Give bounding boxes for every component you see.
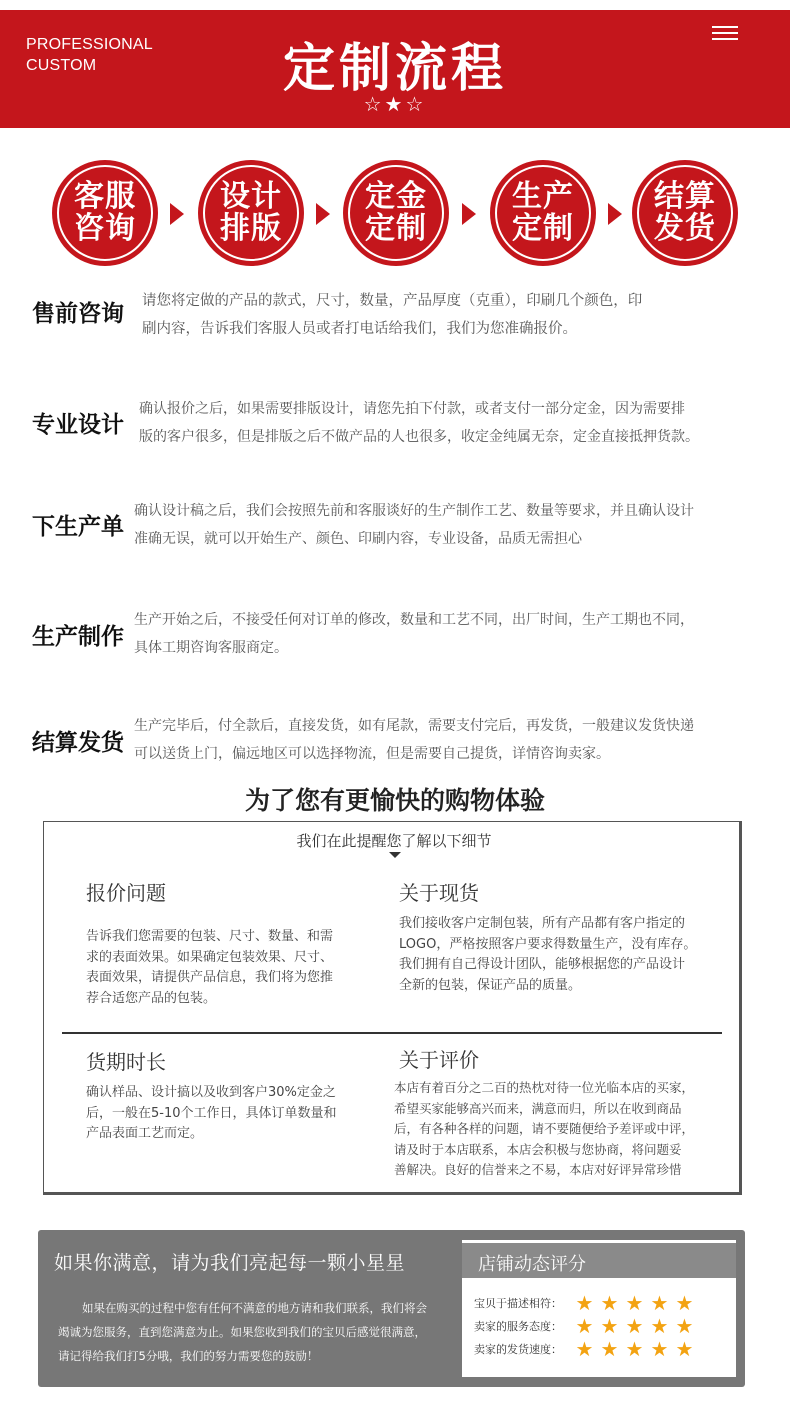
card-text-line: 全新的包装，保证产品的质量。 <box>399 977 582 993</box>
card-text-quote <box>86 927 333 1009</box>
rating-row-shipping <box>474 1338 734 1360</box>
card-text-line: 请及时于本店联系，本店会积极与您协商，将问题妥 <box>394 1141 682 1157</box>
star-icon: ★ <box>625 1314 644 1338</box>
rating-label: 卖家的发货速度： <box>474 1343 562 1356</box>
card-text-line: 求的表面效果。如果确定包装效果、尺寸、 <box>86 949 334 965</box>
caret-down-icon <box>389 852 401 858</box>
section-divider <box>62 1032 722 1034</box>
star-icon: ★ <box>650 1314 669 1338</box>
store-score-title: 店铺动态评分 <box>478 1254 586 1275</box>
shopping-section-title: 为了您有更愉快的购物体验 <box>244 786 545 815</box>
step-design <box>198 160 304 266</box>
info-label-presale: 售前咨询 <box>32 301 124 327</box>
card-text-line: 产品表面工艺而定。 <box>86 1126 204 1141</box>
info-label-production: 生产制作 <box>32 624 124 650</box>
card-text-line: 确认样品、设计搞以及收到客户30%定金之 <box>86 1085 336 1100</box>
step-label-line2: 咨询 <box>74 211 136 246</box>
card-text-line: 后，有各种各样的问题，请不要随便给予差评或中评， <box>394 1121 695 1136</box>
info-text-line: 生产开始之后，不接受任何对订单的修改，数量和工艺不同，出厂时间，生产工期也不同， <box>134 612 694 628</box>
card-text-stock <box>399 914 696 996</box>
shopping-notice-subtitle: 我们在此提醒您了解以下细节 <box>296 832 492 850</box>
rating-panel <box>38 1230 745 1387</box>
rating-panel-text-line: 如果在购买的过程中您有任何不满意的地方请和我们联系，我们将会 <box>82 1301 427 1315</box>
rating-stars <box>572 1292 697 1314</box>
step-label-line1: 生产 <box>512 179 574 214</box>
triangle-right-icon <box>170 203 184 225</box>
info-text-line: 生产完毕后，付全款后，直接发货，如有尾款，需要支付完后，再发货，一般建议发货快递 <box>134 718 694 734</box>
info-text-line: 版的客户很多，但是排版之后不做产品的人也很多，收定金纯属无奈，定金直接抵押货款。 <box>139 429 699 445</box>
card-text-line: 希望买家能够高兴而来，满意而归，所以在收到商品 <box>394 1100 682 1116</box>
step-consult <box>52 160 158 266</box>
step-deposit <box>343 160 449 266</box>
step-label-line1: 设计 <box>220 179 282 214</box>
info-text-line: 确认设计稿之后，我们会按照先前和客服谈好的生产制作工艺、数量等要求，并且确认设计 <box>134 503 694 519</box>
process-steps <box>0 160 790 268</box>
english-subtitle-line1: PROFESSIONAL <box>26 36 153 53</box>
info-text-line: 准确无误，就可以开始生产、颜色、印刷内容，专业设备，品质无需担心 <box>134 531 582 547</box>
info-text-line: 刷内容，告诉我们客服人员或者打电话给我们，我们为您准确报价。 <box>142 321 577 337</box>
info-label-order: 下生产单 <box>32 514 124 540</box>
card-text-line: 善解决。良好的信誉来之不易，本店对好评异常珍惜 <box>394 1162 682 1177</box>
info-label-design: 专业设计 <box>32 412 124 438</box>
step-label-line1: 客服 <box>74 179 136 214</box>
card-heading-review: 关于评价 <box>399 1048 479 1072</box>
card-heading-leadtime: 货期时长 <box>86 1050 166 1074</box>
info-text-line: 确认报价之后，如果需要排版设计，请您先拍下付款，或者支付一部分定金，因为需要排 <box>139 401 685 417</box>
card-text-line: 告诉我们您需要的包装、尺寸、数量、和需 <box>86 929 334 944</box>
card-text-line: 表面效果，请提供产品信息，我们将为您推 <box>86 970 334 985</box>
card-text-line: 本店有着百分之二百的热枕对待一位光临本店的买家， <box>394 1080 695 1095</box>
rating-panel-text <box>58 1296 460 1368</box>
step-label-line2: 发货 <box>654 211 716 246</box>
triangle-right-icon <box>462 203 476 225</box>
english-subtitle-line2: CUSTOM <box>26 57 97 74</box>
rating-panel-text-line: 竭诚为您服务，直到您满意为止。如果您收到我们的宝贝后感觉很满意， <box>58 1325 426 1339</box>
info-text-production <box>134 606 694 662</box>
star-icon: ★ <box>575 1314 594 1338</box>
rating-label: 卖家的服务态度： <box>474 1320 562 1333</box>
rating-label: 宝贝于描述相符： <box>474 1297 562 1310</box>
rating-row-service <box>474 1315 734 1337</box>
info-text-line: 可以送货上门，偏远地区可以选择物流，但是需要自己提货，详情咨询卖家。 <box>134 746 610 762</box>
rating-stars <box>572 1315 697 1337</box>
star-icon: ★ <box>675 1337 694 1361</box>
info-label-delivery: 结算发货 <box>32 730 124 756</box>
card-heading-stock: 关于现货 <box>399 881 479 905</box>
page-title: 定制流程 <box>282 39 507 99</box>
star-icon: ★ <box>575 1291 594 1315</box>
star-icon: ★ <box>675 1291 694 1315</box>
card-text-review <box>394 1078 694 1181</box>
step-label-line1: 结算 <box>654 179 716 214</box>
header-banner <box>0 10 790 128</box>
info-text-delivery <box>134 712 694 768</box>
step-label-line1: 定金 <box>365 179 427 214</box>
card-text-line: 我们拥有自己得设计团队，能够根据您的产品设计 <box>399 957 686 972</box>
star-icon: ★ <box>650 1291 669 1315</box>
rating-stars <box>572 1338 697 1360</box>
shopping-notice-box <box>43 821 742 1195</box>
step-label-line2: 排版 <box>220 211 282 246</box>
card-text-line: LOGO，严格按照客户要求得数量生产，没有库存。 <box>399 936 697 952</box>
info-text-line: 具体工期咨询客服商定。 <box>134 640 288 656</box>
star-icon: ★ <box>650 1337 669 1361</box>
info-text-order <box>134 497 694 553</box>
step-label-line2: 定制 <box>365 211 427 246</box>
step-label-line2: 定制 <box>512 211 574 246</box>
triangle-right-icon <box>316 203 330 225</box>
card-heading-quote: 报价问题 <box>86 881 166 905</box>
info-text-design <box>139 395 699 451</box>
rating-panel-title: 如果你满意，请为我们亮起每一颗小星星 <box>54 1252 406 1274</box>
title-stars: ☆★☆ <box>363 92 427 116</box>
card-text-line: 后，一般在5-10个工作日，具体订单数量和 <box>86 1105 337 1121</box>
hamburger-menu-icon[interactable] <box>712 26 738 42</box>
store-score-header <box>462 1240 736 1278</box>
info-text-line: 请您将定做的产品的款式，尺寸，数量，产品厚度（克重），印刷几个颜色，印 <box>142 293 643 309</box>
triangle-right-icon <box>608 203 622 225</box>
info-text-presale <box>142 287 642 343</box>
step-delivery <box>632 160 738 266</box>
step-production <box>490 160 596 266</box>
store-score-box <box>462 1240 736 1377</box>
star-icon: ★ <box>575 1337 594 1361</box>
star-icon: ★ <box>625 1337 644 1361</box>
star-icon: ★ <box>625 1291 644 1315</box>
rating-row-description <box>474 1292 734 1314</box>
star-icon: ★ <box>600 1337 619 1361</box>
star-icon: ★ <box>600 1291 619 1315</box>
star-icon: ★ <box>675 1314 694 1338</box>
card-text-line: 荐合适您产品的包装。 <box>86 990 217 1006</box>
card-text-line: 我们接收客户定制包装，所有产品都有客户指定的 <box>399 916 686 931</box>
card-text-leadtime <box>86 1083 337 1145</box>
star-icon: ★ <box>600 1314 619 1338</box>
rating-panel-text-line: 请记得给我们打5分哦，我们的努力需要您的鼓励！ <box>58 1349 319 1363</box>
